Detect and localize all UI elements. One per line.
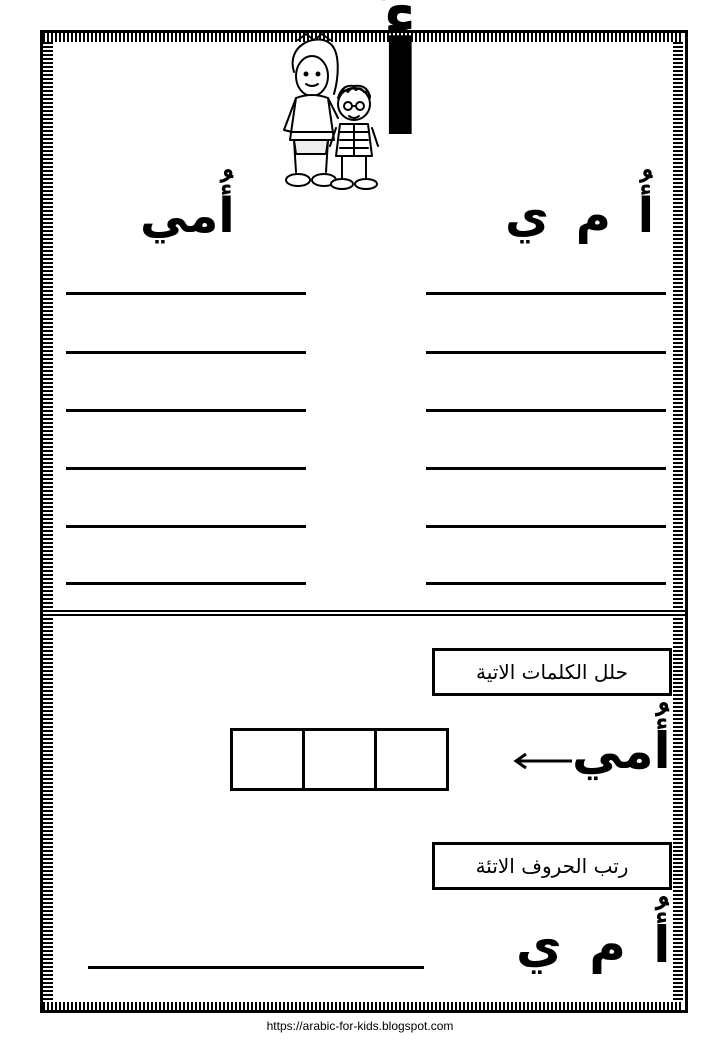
writing-line [66,351,306,354]
example-word: أُمي [140,188,235,244]
writing-line [426,292,666,295]
writing-line [426,525,666,528]
answer-line[interactable] [88,966,424,969]
exercise-arrange-label: رتب الحروف الاتئة [432,842,672,890]
mother-child-illustration [276,32,386,194]
exercise-word: أُمي [572,722,671,780]
section-divider [40,610,688,616]
answer-boxes [230,728,449,791]
answer-box[interactable] [230,728,305,791]
answer-box[interactable] [374,728,449,791]
exercise-analyze-label: حلل الكلمات الاتية [432,648,672,696]
writing-line [426,467,666,470]
footer-url[interactable]: https://arabic-for-kids.blogspot.com [266,1019,454,1033]
big-letter: أُ [378,13,423,165]
writing-line [66,292,306,295]
writing-line [66,525,306,528]
letters-sequence: أُ م ي [505,188,655,244]
left-arrow-icon [512,752,574,770]
writing-line [426,351,666,354]
answer-box[interactable] [302,728,377,791]
writing-line [66,582,306,585]
writing-line [66,409,306,412]
writing-line [426,409,666,412]
writing-line [66,467,306,470]
writing-line [426,582,666,585]
scrambled-letters: أُ م ي [516,916,671,974]
